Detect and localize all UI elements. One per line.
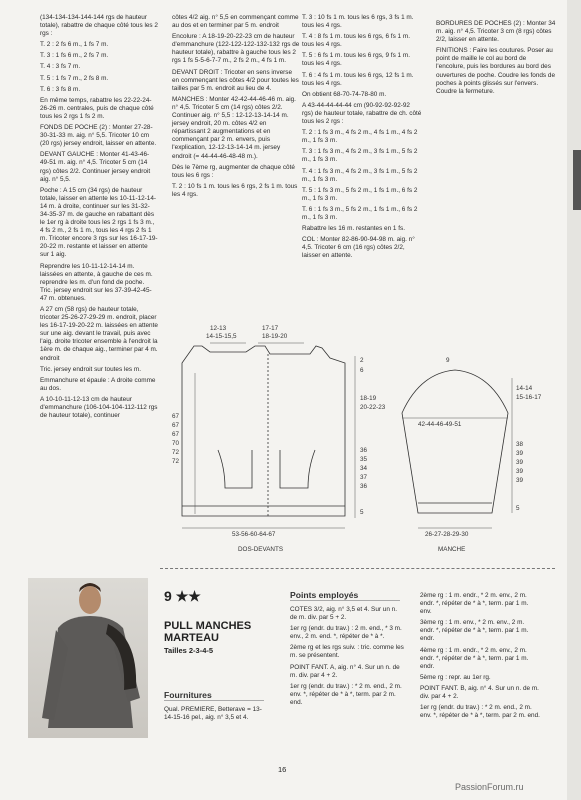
- dim-smid: 42-44-46-49-51: [418, 421, 462, 428]
- dim-left-2: 67: [172, 431, 180, 438]
- dim-top-2: 17-17: [262, 325, 279, 332]
- dim-r36-2: 34: [360, 465, 368, 472]
- dim-left-1: 67: [172, 422, 180, 429]
- dim-r36-4: 36: [360, 483, 368, 490]
- points-paragraph: 2ème rg : 1 m. endr., * 2 m. env., 2 m. endr. *, répéter de * à *, term. par 1 m. env.: [420, 592, 529, 616]
- points-paragraph: 2ème rg et les rgs suiv. : tric. comme les m. se présentent.: [290, 644, 404, 660]
- col1-paragraph: DEVANT GAUCHE : Monter 41-43-46-49-51 m. aig. n° 4,5. Tricoter 5 cm (14 rgs) côtes 2/2. Continuer jersey endroit aig. n° 5,5.: [40, 151, 151, 183]
- text-column-4: [436, 20, 556, 99]
- col2-paragraph: DEVANT DROIT : Tricoter en sens inverse en commençant les côtes 4/2 pour toutes les tailles par 5 m. endroit au lieu de 4.: [172, 68, 299, 92]
- dim-s14: 14-14: [516, 385, 533, 392]
- dim-s38-2: 39: [516, 459, 524, 466]
- page-edge: [567, 0, 581, 800]
- points-paragraph: 3ème rg : 1 m. env., * 2 m. env., 2 m. endr. *, répéter de * à *, term. par 1 m. endr.: [420, 619, 529, 643]
- page-number: 16: [278, 765, 287, 774]
- pattern-sizes: Tailles 2-3-4-5: [164, 646, 214, 655]
- points-paragraph: 4ème rg : 1 m. endr., * 2 m. env., 2 m. endr. *, répéter de * à *, term. par 1 m. endr.: [420, 646, 529, 670]
- dim-r6: 6: [360, 367, 364, 374]
- col3-paragraph: T. 4 : 8 fs 1 m. tous les 6 rgs, 6 fs 1 m. tous les 4 rgs.: [302, 33, 410, 49]
- dim-top-1b: 14-15-15,5: [206, 333, 237, 340]
- col2-paragraph: côtes 4/2 aig. n° 5,5 en commençant comme au dos et en terminer par 5 m. endroit: [172, 14, 299, 30]
- dim-r20: 20-22-23: [360, 404, 386, 411]
- dim-r18: 18-19: [360, 395, 377, 402]
- fournitures-heading: Fournitures: [164, 690, 264, 701]
- col1-paragraph: T. 2 : 2 fs 6 m., 1 fs 7 m.: [40, 41, 109, 49]
- schematic-diagram: [170, 318, 560, 563]
- sleeve-schematic: [402, 370, 508, 513]
- points-paragraph: 1er rg (endr. du trav.) : * 2 m. end., 2 m. env. *, répéter de * à *, term. par 2 m. end.: [290, 682, 402, 706]
- col3-paragraph: T. 5 : 6 fs 1 m. tous les 6 rgs, 9 fs 1 m. tous les 4 rgs.: [302, 52, 410, 68]
- col2-paragraph: Dès le 7ème rg, augmenter de chaque côté tous les 6 rgs :: [172, 163, 295, 179]
- dim-sbottom: 26-27-28-29-30: [425, 531, 469, 538]
- label-manche: MANCHE: [438, 546, 466, 553]
- sleeve-dimension-lines: [402, 378, 512, 528]
- dim-top-1: 12-13: [210, 325, 227, 332]
- pattern-number-text: 9: [164, 588, 172, 604]
- col4-paragraph: FINITIONS : Faire les coutures. Poser au point de maille le col au bord de l'encolure, puis les bordures au bord des ouvertures de poche. Coudre les fonds de poches à points glissés sur l'envers. Coudre la fermeture.: [436, 47, 556, 95]
- dim-r36-list: [360, 447, 368, 490]
- dim-left-3: 70: [172, 440, 180, 447]
- dim-s38-list: [516, 441, 524, 484]
- dim-left-list: [172, 413, 180, 465]
- difficulty-stars: ★★: [175, 588, 201, 604]
- points-column-1: [290, 606, 405, 710]
- label-dos-devants: DOS-DEVANTS: [238, 546, 284, 553]
- col3-paragraph: T. 2 : 1 fs 3 m., 4 fs 2 m., 4 fs 1 m., 4 fs 2 m., 1 fs 3 m.: [302, 129, 418, 145]
- col1-paragraph: T. 5 : 1 fs 7 m., 2 fs 8 m.: [40, 74, 109, 82]
- text-column-1: [40, 14, 158, 423]
- col1-paragraph: Reprendre les 10-11-12-14-14 m. laissées en attente, à gauche de ces m. reprendre les m. d'un fond de poche. Tric. jersey endroit sur les 37-39-42-45-47 m. obtenues.: [40, 262, 153, 302]
- body-dimension-lines: [182, 343, 355, 528]
- col3-paragraph: T. 3 : 10 fs 1 m. tous les 6 rgs, 3 fs 1 m. tous les 4 rgs.: [302, 14, 414, 30]
- col3-paragraph: T. 6 : 1 fs 3 m., 5 fs 2 m., 1 fs 1 m., 6 fs 2 m., 1 fs 3 m.: [302, 205, 418, 221]
- points-paragraph: 5ème rg : repr. au 1er rg.: [420, 673, 491, 681]
- points-column-2: [420, 592, 540, 723]
- dim-left-0: 67: [172, 413, 180, 420]
- col1-paragraph: Tric. jersey endroit sur toutes les m.: [40, 365, 141, 373]
- col1-paragraph: A 10-10-11-12-13 cm de hauteur d'emmanchure (106-104-104-112-112 rgs de hauteur totale), continuer: [40, 395, 158, 420]
- points-paragraph: 1er rg (endr. du trav.) : 2 m. end., * 3 m. env., 2 m. end. *, répéter de * à *.: [290, 625, 402, 641]
- dim-s15: 15-16-17: [516, 394, 542, 401]
- col1-paragraph: A 27 cm (58 rgs) de hauteur totale, tricoter 25-26-27-29-29 m. endroit, placer les 16-17-19-20-22 m. laissées en attente sur une aig. devant le travail, puis avec l'aig. droite tricoter ensemble à l'endroit la 1ère m. de chaque aig., terminer par 4 m. endroit: [40, 306, 158, 362]
- col1-paragraph: En même temps, rabattre les 22-22-24-26-26 m. centrales, puis de chaque côté tous les 2 rgs 1 fs 2 m.: [40, 96, 154, 120]
- col3-paragraph: T. 4 : 1 fs 3 m., 4 fs 2 m., 3 fs 1 m., 5 fs 2 m., 1 fs 3 m.: [302, 167, 418, 183]
- col2-paragraph: T. 2 : 10 fs 1 m. tous les 6 rgs, 2 fs 1 m. tous les 4 rgs.: [172, 182, 298, 198]
- pattern-title: PULL MANCHES MARTEAU: [164, 620, 252, 644]
- text-column-3: [302, 14, 422, 263]
- col1-paragraph: Emmanchure et épaule : A droite comme au dos.: [40, 376, 156, 392]
- points-paragraph: COTES 3/2, aig. n° 3,5 et 4. Sur un n. de m. div. par 5 + 2.: [290, 606, 397, 622]
- dim-s38-1: 39: [516, 450, 524, 457]
- col1-paragraph: (134-134-134-144-144 rgs de hauteur totale), rabattre de chaque côté tous les 2 rgs :: [40, 14, 158, 38]
- dim-s38-4: 39: [516, 477, 524, 484]
- dim-r5: 5: [360, 509, 364, 516]
- col3-paragraph: On obtient 68-70-74-78-80 m.: [302, 90, 387, 98]
- col3-paragraph: T. 6 : 4 fs 1 m. tous les 6 rgs, 12 fs 1 m. tous les 4 rgs.: [302, 71, 414, 87]
- dim-top-2b: 18-19-20: [262, 333, 288, 340]
- dim-s38-3: 39: [516, 468, 524, 475]
- col3-paragraph: COL : Monter 82-86-90-94-98 m. aig. n° 4,5. Tricoter 6 cm (16 rgs) côtes 2/2, laisser en attente.: [302, 236, 415, 260]
- col3-paragraph: Rabattre les 16 m. restantes en 1 fs.: [302, 225, 406, 233]
- col1-paragraph: T. 6 : 3 fs 8 m.: [40, 85, 81, 93]
- points-paragraph: POINT FANT. A, aig. n° 4. Sur un n. de m. div. par 4 + 2.: [290, 663, 400, 679]
- dim-s5: 5: [516, 505, 520, 512]
- man-sweater-illustration: [28, 578, 148, 738]
- col3-paragraph: T. 5 : 1 fs 3 m., 5 fs 2 m., 1 fs 1 m., 6 fs 2 m., 1 fs 3 m.: [302, 186, 418, 202]
- col3-paragraph: T. 3 : 1 fs 3 m., 4 fs 2 m., 3 fs 1 m., 5 fs 2 m., 1 fs 3 m.: [302, 148, 418, 164]
- col1-paragraph: T. 3 : 1 fs 6 m., 2 fs 7 m.: [40, 52, 109, 60]
- dim-r36-0: 36: [360, 447, 368, 454]
- dim-r2: 2: [360, 357, 364, 364]
- points-paragraph: POINT FANT. B, aig. n° 4. Sur un n. de m. div. par 4 + 2.: [420, 684, 539, 701]
- col1-paragraph: FONDS DE POCHE (2) : Monter 27-28-30-31-33 m. aig. n° 5,5. Tricoter 10 cm (20 rgs) jersey endroit, laisser en attente.: [40, 124, 157, 148]
- col1-paragraph: Poche : A 15 cm (34 rgs) de hauteur totale, laisser en attente les 10-11-12-14-14 m. à droite, continuer sur les 31-32-34-35-37 m. de gauche en rabattant dès le 1er rg à droite tous les 2 rgs 1 fs 3 m., 4 fs 2 m., 2 fs 1 m., tous les 4 rgs 2 fs 1 m. Tricoter encore 3 rgs sur les 16-17-19-20-22 m. restante et laisser en attente sur 1 aig.: [40, 186, 158, 259]
- col2-paragraph: MANCHES : Monter 42-42-44-46-46 m. aig. n° 4,5. Tricoter 5 cm (14 rgs) côtes 2/2. Continuer aig. n° 5,5 : 12-12-13-14-14 m. jersey endroit, 20 m. côtes 4/2 en répartissant 2 augmentations et en commençant par 2 m. envers, puis l'explication, 12-12-13-14-14 m. jersey endroit (= 44-44-46-48-48 m.).: [172, 95, 296, 160]
- points-paragraph: 1er rg (endr. du trav.) : * 2 m. end., 2 m. env. *, répéter de * à *, term. par 2 m. end.: [420, 704, 540, 720]
- text-column-2: [172, 14, 300, 202]
- col3-paragraph: A 43-44-44-44-44 cm (90-92-92-92-92 rgs) de hauteur totale, rabattre de ch. côté tous les 2 rgs :: [302, 101, 422, 126]
- col4-paragraph: BORDURES DE POCHES (2) : Monter 34 m. aig. n° 4,5. Tricoter 3 cm (8 rgs) côtes 2/2, laisser en attente.: [436, 20, 556, 44]
- dim-left-5: 72: [172, 458, 180, 465]
- dim-bottom-1: 53-56-60-64-67: [232, 531, 276, 538]
- dim-r36-3: 37: [360, 474, 368, 481]
- pattern-number: [164, 588, 201, 605]
- col2-paragraph: Encolure : A 18-19-20-22-23 cm de hauteur d'emmanchure (122-122-122-132-132 rgs de hauteur totale), rabattre à gauche tous les 2 rgs 1 fs 5-5-6-7-7 m., 2 fs 2 m., 4 fs 1 m.: [172, 33, 300, 65]
- edge-tab: [573, 150, 581, 210]
- dim-left-4: 72: [172, 449, 180, 456]
- dim-r36-1: 35: [360, 456, 368, 463]
- fournitures-text: Qual. PREMIERE, Betterave = 13-14-15-16 pel., aig. n° 3,5 et 4.: [164, 706, 262, 722]
- col1-paragraph: T. 4 : 3 fs 7 m.: [40, 63, 81, 71]
- section-divider: [160, 568, 555, 569]
- dim-s38-0: 38: [516, 441, 524, 448]
- watermark: PassionForum.ru: [455, 782, 524, 792]
- model-photo: [28, 578, 148, 738]
- points-heading: Points employés: [290, 590, 400, 601]
- body-schematic: [182, 346, 345, 516]
- dim-s9: 9: [446, 357, 450, 364]
